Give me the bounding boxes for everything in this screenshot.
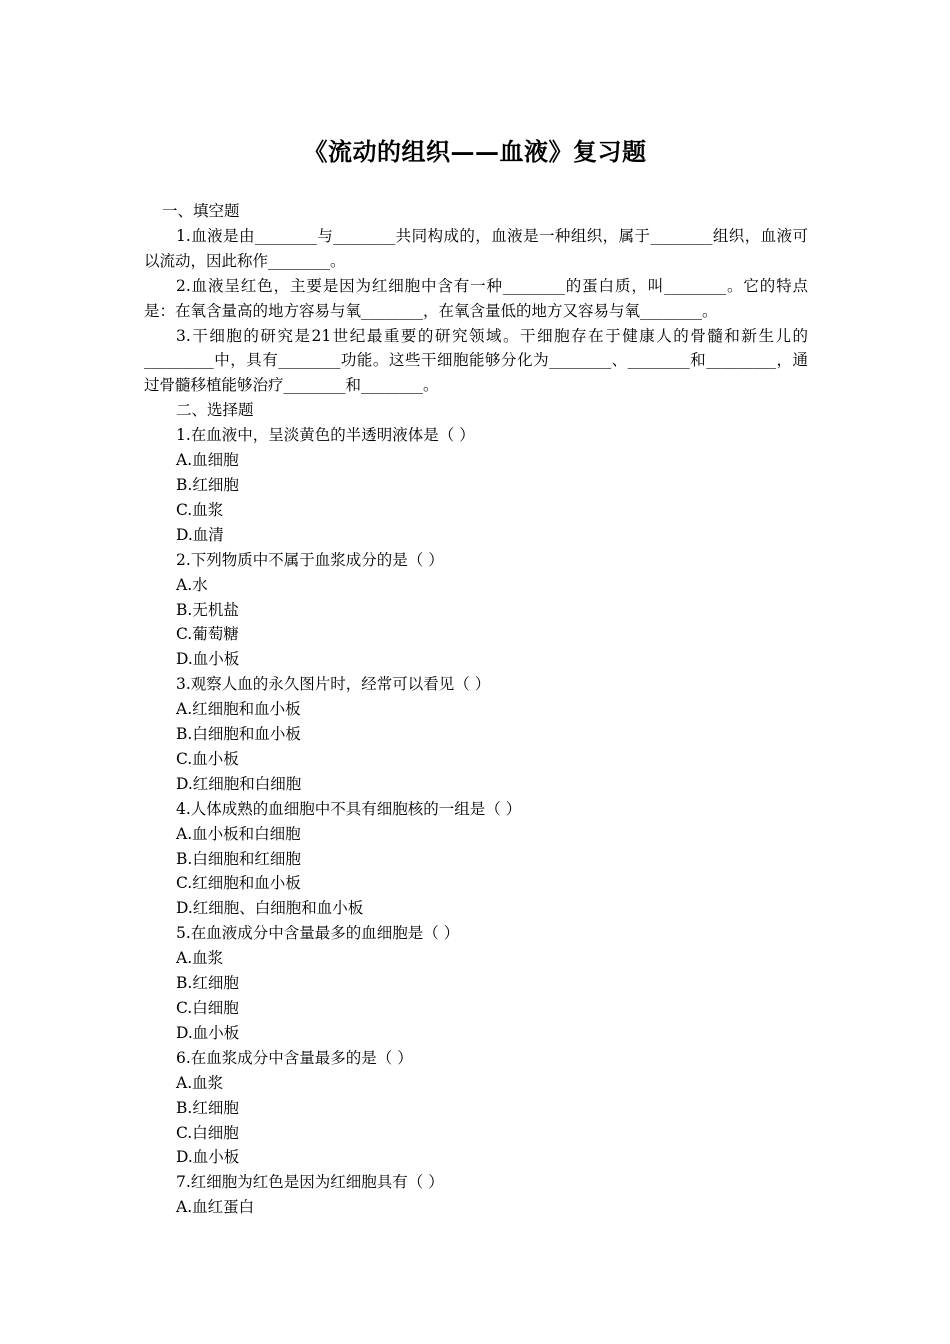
fill-question-2: 2.血液呈红色，主要是因为红细胞中含有一种________的蛋白质，叫________。它的特点是：在氧含量高的地方容易与氧________，在氧含量低的地方又容易与氧________。 bbox=[144, 276, 808, 320]
choice-option: D.血清 bbox=[176, 525, 224, 544]
section-heading-choice: 二、选择题 bbox=[176, 401, 254, 420]
fill-question-1: 1.血液是由________与________共同构成的，血液是一种组织，属于________组织，血液可以流动，因此称作________。 bbox=[144, 226, 808, 270]
choice-option: C.白细胞 bbox=[176, 1123, 239, 1142]
choice-question: 1.在血液中，呈淡黄色的半透明液体是（ ） bbox=[176, 426, 475, 445]
choice-option: A.血小板和白细胞 bbox=[176, 824, 301, 843]
choice-option: C.红细胞和血小板 bbox=[176, 874, 301, 893]
choice-option: A.红细胞和血小板 bbox=[176, 700, 301, 719]
choice-option: A.血浆 bbox=[176, 949, 224, 968]
choice-question-list bbox=[144, 423, 808, 1220]
choice-question: 5.在血液成分中含量最多的血细胞是（ ） bbox=[176, 924, 460, 943]
choice-option: D.红细胞、白细胞和血小板 bbox=[176, 899, 364, 918]
page-title: 《流动的组织——血液》复习题 bbox=[303, 137, 647, 166]
choice-option: B.红细胞 bbox=[176, 974, 239, 993]
choice-question: 6.在血浆成分中含量最多的是（ ） bbox=[176, 1048, 413, 1067]
choice-option: D.血小板 bbox=[176, 1023, 240, 1042]
choice-option: A.水 bbox=[176, 575, 208, 594]
choice-option: B.红细胞 bbox=[176, 475, 239, 494]
choice-option: D.红细胞和白细胞 bbox=[176, 774, 302, 793]
choice-option: C.血浆 bbox=[176, 500, 224, 519]
choice-question: 7.红细胞为红色是因为红细胞具有（ ） bbox=[176, 1173, 444, 1192]
choice-option: B.白细胞和血小板 bbox=[176, 725, 301, 744]
choice-option: A.血红蛋白 bbox=[176, 1198, 255, 1217]
fill-question-3: 3.干细胞的研究是21世纪最重要的研究领域。干细胞存在于健康人的骨髓和新生儿的_________中，具有________功能。这些干细胞能够分化为________、________和_________，通过骨髓移植能够治疗________和________。 bbox=[144, 326, 808, 395]
section-heading-fill-blank: 一、填空题 bbox=[162, 202, 240, 220]
choice-option: C.白细胞 bbox=[176, 999, 239, 1017]
choice-question: 2.下列物质中不属于血浆成分的是（ ） bbox=[176, 550, 444, 569]
choice-option: B.无机盐 bbox=[176, 600, 239, 619]
choice-question: 4.人体成熟的血细胞中不具有细胞核的一组是（ ） bbox=[176, 799, 522, 818]
choice-option: D.血小板 bbox=[176, 650, 240, 669]
choice-option: B.红细胞 bbox=[176, 1098, 239, 1117]
choice-option: A.血浆 bbox=[176, 1073, 224, 1092]
choice-option: B.白细胞和红细胞 bbox=[176, 849, 301, 868]
choice-option: C.葡萄糖 bbox=[176, 625, 239, 644]
choice-option: A.血细胞 bbox=[176, 451, 239, 470]
choice-question: 3.观察人血的永久图片时，经常可以看见（ ） bbox=[176, 675, 491, 694]
choice-option: D.血小板 bbox=[176, 1148, 240, 1167]
choice-option: C.血小板 bbox=[176, 749, 239, 768]
document-body bbox=[144, 199, 808, 1220]
